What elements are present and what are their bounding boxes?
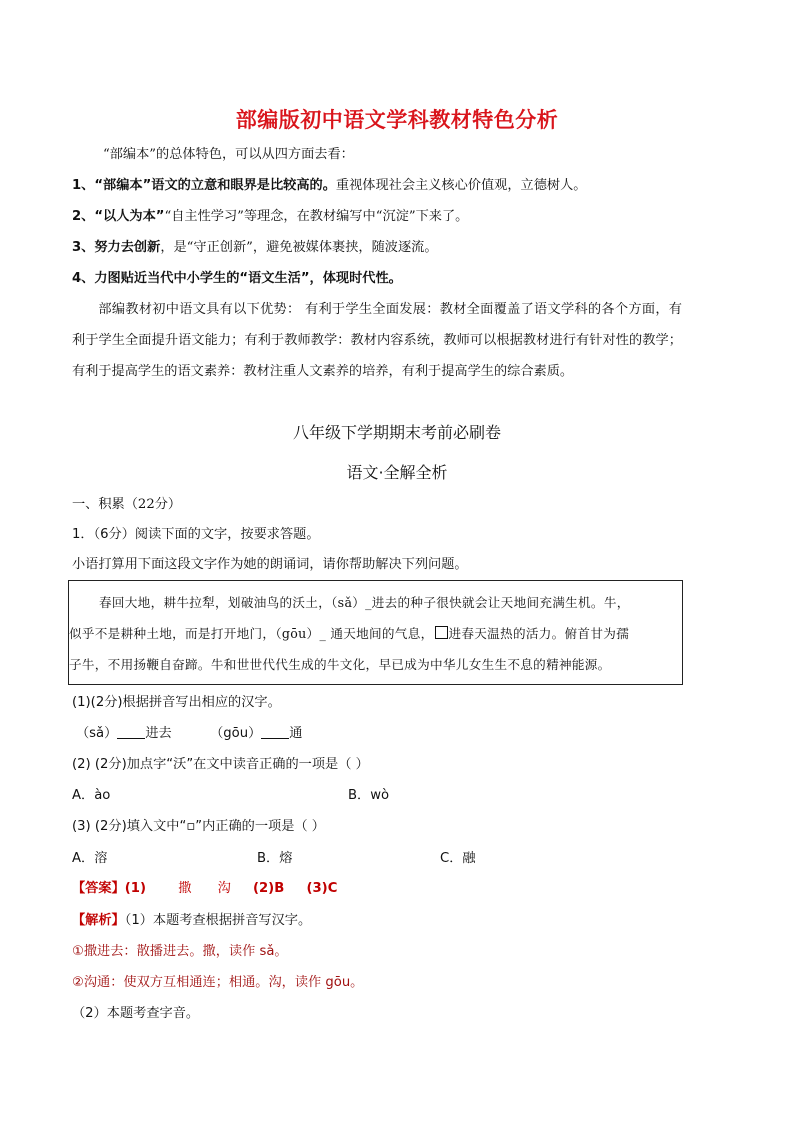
passage-line-3: 子牛，不用扬鞭自奋蹄。牛和世世代代生成的牛文化，早已成为中华儿女生生不息的精神能源。	[69, 657, 611, 672]
question-1-heading: 1．（6分）阅读下面的文字，按要求答题。	[72, 527, 320, 542]
analysis-line-4: （2）本题考查字音。	[72, 1006, 200, 1021]
intro-point-3	[72, 239, 438, 257]
option-2b: B．wò	[348, 788, 390, 803]
sub-question-3: (3) (2分)填入文中“▫”内正确的一项是（ ）	[72, 819, 325, 834]
answer-part-3: 沟	[217, 881, 231, 896]
option-3a: A．溶	[72, 851, 108, 866]
intro-lead: “部编本”的总体特色，可以从四方面去看：	[103, 147, 354, 162]
answer-label: 【答案】	[72, 881, 125, 896]
passage-line-1: 春回大地，耕牛拉犁，划破油鸟的沃土，（sǎ）_进去的种子很快就会让天地间充满生机。牛，	[99, 595, 630, 610]
analysis-line-3: ②沟通：使双方互相通连；相通。沟，读作 gōu。	[72, 975, 364, 990]
answer-part-4: (2)B	[252, 881, 285, 896]
option-2a: A．ào	[72, 788, 111, 803]
pinyin-gou: （gōu）	[210, 726, 262, 741]
intro-point-rest: 重视体现社会主义核心价值观，立德树人。	[335, 178, 587, 193]
page-title: 部编版初中语文学科教材特色分析	[235, 108, 559, 132]
option-3b: B．熔	[257, 851, 293, 866]
answer-part-1: (1)	[124, 881, 146, 896]
passage-box	[68, 580, 683, 685]
exam-subtitle: 语文·全解全析	[346, 463, 448, 482]
blank-square-icon	[435, 626, 448, 639]
pinyin-sa: （sǎ）	[76, 726, 118, 741]
answer-blank[interactable]	[117, 726, 145, 739]
answer-part-2: 撒	[178, 881, 192, 896]
intro-point-2	[72, 208, 468, 226]
answer-part-5: (3)C	[306, 881, 338, 896]
intro-point-1	[72, 177, 586, 195]
advantages-paragraph: 部编教材初中语文具有以下优势： 有利于学生全面发展：教材全面覆盖了语文学科的各个方面，有利于学生全面提升语文能力；有利于教师教学：教材内容系统，教师可以根据教材进行有针对性的教学；有利于提高学生的语文素养：教材注重人文素养的培养，有利于提高学生的综合素质。	[72, 302, 682, 379]
question-1-intro: 小语打算用下面这段文字作为她的朗诵词，请你帮助解决下列问题。	[72, 557, 468, 572]
analysis-text-1: （1）本题考查根据拼音写汉字。	[124, 913, 312, 928]
sub-question-1: (1)(2分)根据拼音写出相应的汉字。	[72, 695, 281, 710]
section-heading: 一、积累（22分）	[72, 497, 182, 512]
intro-point-bold: 1、“部编本”语文的立意和眼界是比较高的。	[72, 178, 336, 193]
intro-point-bold: 2、“以人为本”	[72, 209, 165, 224]
exam-title: 八年级下学期期末考前必刷卷	[292, 423, 501, 442]
analysis-line-1	[72, 912, 311, 930]
intro-point-rest: “自主性学习”等理念，在教材编写中“沉淀”下来了。	[164, 209, 469, 224]
passage-line-2a: 似乎不是耕种土地，而是打开地门，（gōu）_ 通天地间的气息，	[69, 626, 434, 641]
analysis-label: 【解析】	[72, 913, 125, 928]
answer-blank[interactable]	[261, 726, 289, 739]
intro-point-4	[72, 270, 402, 288]
option-3c: C．融	[440, 851, 476, 866]
sub-question-2: (2) (2分)加点字“沃”在文中读音正确的一项是（ ）	[72, 757, 369, 772]
sub-question-1-blanks	[76, 725, 302, 743]
passage-line-2	[69, 618, 629, 650]
answer-line	[72, 880, 337, 898]
intro-point-rest: ，是“守正创新”，避免被媒体裹挟，随波逐流。	[160, 240, 438, 255]
blank-tail-b: 通	[289, 726, 303, 741]
blank-tail-a: 进去	[145, 726, 172, 741]
intro-point-bold: 3、努力去创新	[72, 240, 161, 255]
analysis-line-2: ①撒进去：散播进去。撒，读作 sǎ。	[72, 944, 288, 959]
intro-point-bold: 4、力图贴近当代中小学生的“语文生活”，体现时代性。	[72, 271, 402, 286]
passage-line-2b: 进春天温热的活力。俯首甘为孺	[448, 626, 630, 641]
